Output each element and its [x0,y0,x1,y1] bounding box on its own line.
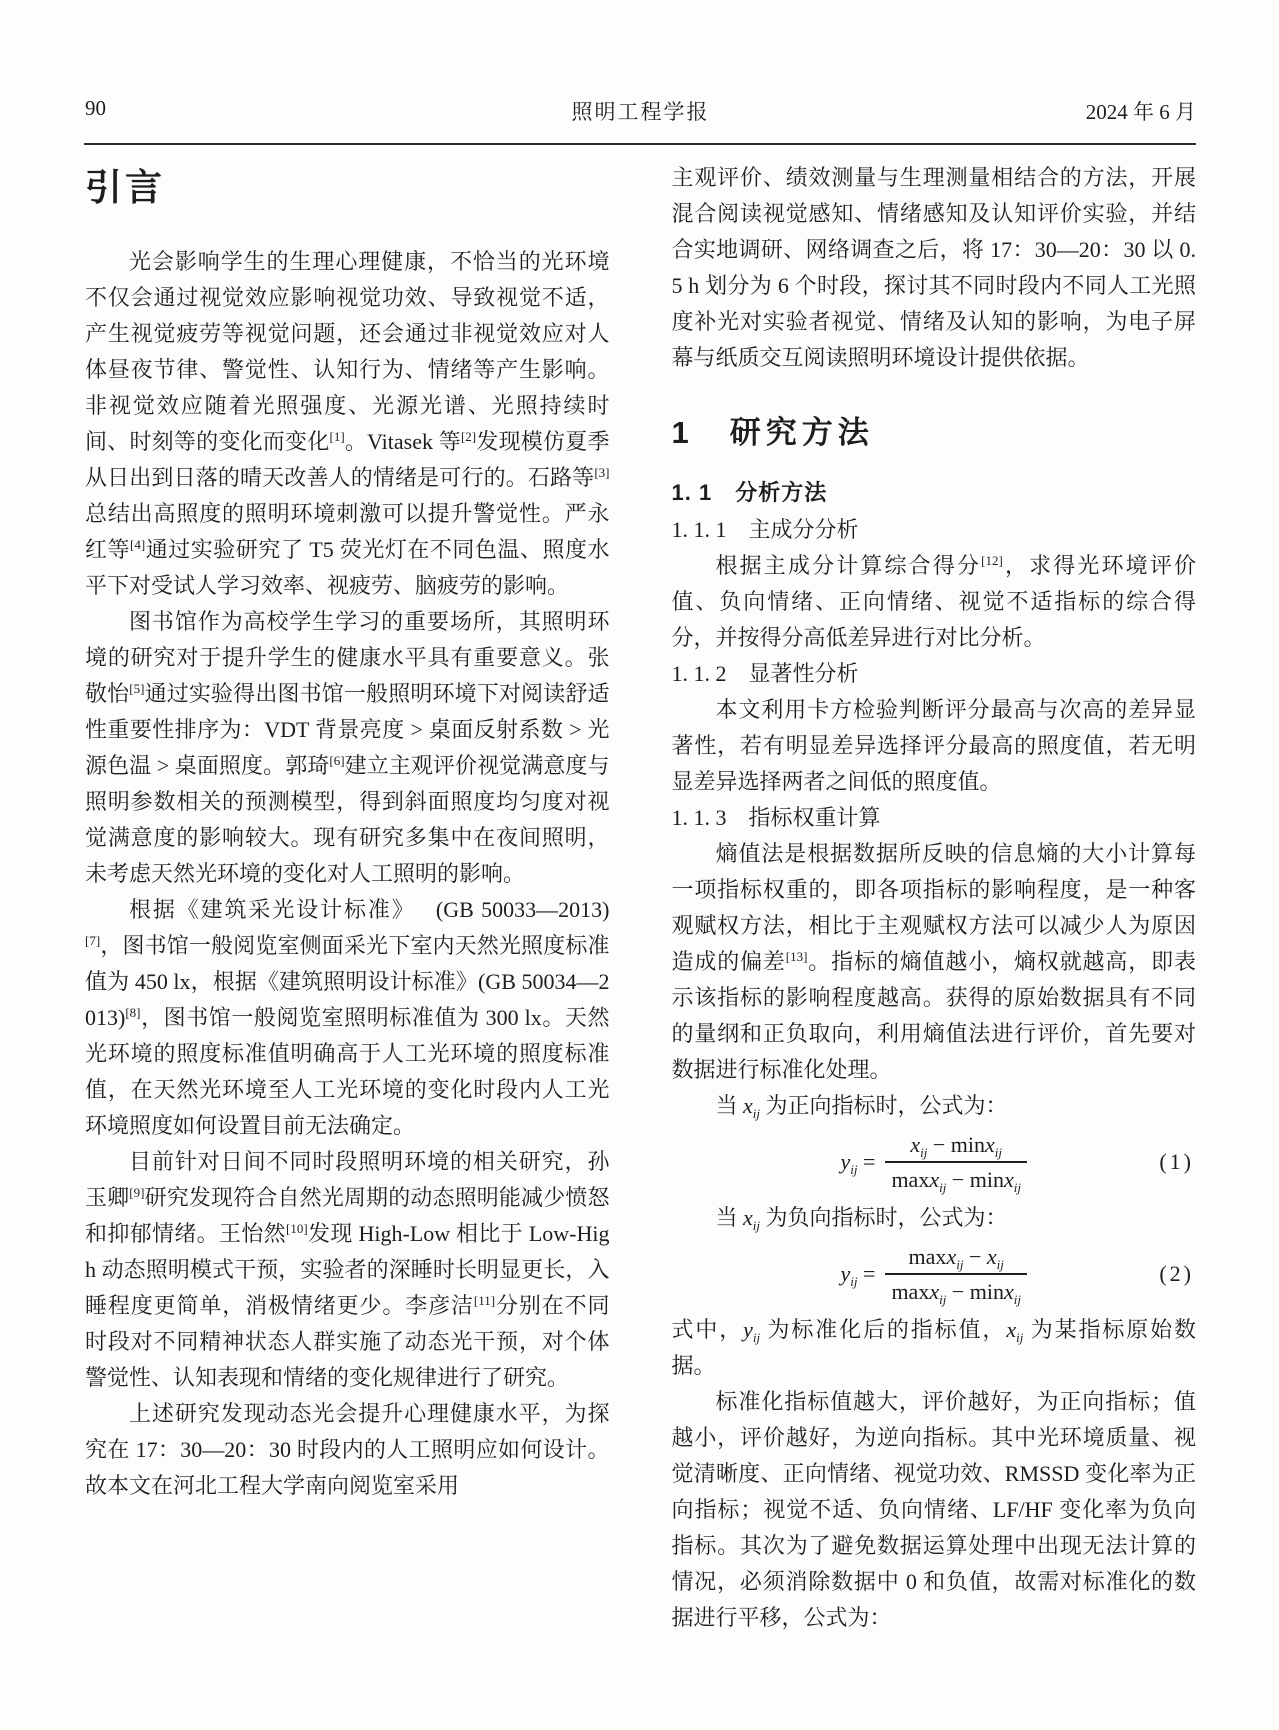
equation-2 [672,1240,1197,1308]
journal-title: 照明工程学报 [571,100,710,124]
left-column [85,160,610,1636]
paragraph: 当 $x_{ij}$ 为正向指标时，公式为： [715,1093,1008,1121]
citation-superscript: [12] [981,553,1003,568]
section-1-1-2-title: 1. 1. 2 显著性分析 [671,661,859,686]
math-variable: x [929,1167,940,1192]
two-column-body [85,160,1196,1636]
equation-lhs: $y_{ij}$ = [840,1261,876,1289]
citation-superscript: [9] [129,1185,145,1200]
subscript: ij [956,1257,964,1272]
fraction-denominator: maxx$_{ij}$ − minx$_{ij}$ [885,1161,1027,1196]
citation-superscript: [2] [460,429,477,444]
intro-title: 引言 [85,167,165,208]
subscript: ij [939,1292,947,1307]
subscript: ij [1013,1292,1021,1307]
subscript: ij [1016,1330,1024,1345]
citation-superscript: [10] [286,1221,308,1236]
math-variable: y [840,1261,851,1286]
paragraph: 主观评价、绩效测量与生理测量相结合的方法，开展混合阅读视觉感知、情绪感知及认知评价实验，并结合实地调研、网络调查之后，将 17：30—20：30 以 0.5 h 划分为 6 个时段，探讨其不同时段内不同人工光照度补光对实验者视觉、情绪及认知的影响，为电子屏幕与纸质交互阅读照明环境设计提供依据。 [671,165,1196,370]
math-variable: y [840,1149,851,1174]
header-rule [84,143,1196,145]
equation-number: (2) [1159,1261,1194,1286]
subscript: ij [1013,1180,1021,1195]
math-variable: x [1003,1279,1014,1304]
paragraph: 根据《建筑采光设计标准》 (GB 50033—2013)[7]，图书馆一般阅览室侧面采光下室内天然光照度标准值为 450 lx，根据《建筑照明设计标准》(GB 50034—2013)[8]，图书馆一般阅览室照明标准值为 300 lx。天然光环境的照度标准值明确高于人工光环境的照度标准值，在天然光环境至人工光环境的变化时段内人工光环境照度如何设置目前无法确定。 [85,897,610,1138]
math-variable: x [910,1132,921,1157]
equation-lhs: $y_{ij}$ = [840,1149,876,1177]
math-variable: x [1006,1317,1017,1342]
paragraph: 熵值法是根据数据所反映的信息熵的大小计算每一项指标权重的，即各项指标的影响程度，是一种客观赋权方法，相比于主观赋权方法可以减少人为原因造成的偏差[13]。指标的熵值越小，熵权就越高，即表示该指标的影响程度越高。获得的原始数据具有不同的量纲和正负取向，利用熵值法进行评价，首先要对数据进行标准化处理。 [671,841,1196,1082]
subscript: ij [994,1145,1003,1160]
citation-superscript: [11] [473,1293,496,1308]
page-header [85,96,1196,126]
fraction-denominator: maxx$_{ij}$ − minx$_{ij}$ [885,1273,1027,1308]
page-number: 90 [85,96,106,120]
issue-date: 2024 年 6 月 [1085,100,1196,124]
paragraph: 式中，$y_{ij}$ 为标准化后的指标值，$x_{ij}$ 为某指标原始数据。 [671,1317,1196,1378]
citation-superscript: [1] [329,429,345,444]
math-variable: x [929,1279,940,1304]
citation-superscript: [5] [129,681,145,696]
subscript: ij [752,1106,761,1121]
paragraph: 目前针对日间不同时段照明环境的相关研究，孙玉卿[9]研究发现符合自然光周期的动态照明能减少愤怒和抑郁情绪。王怡然[10]发现 High-Low 相比于 Low-High 动态照明模式干预，实验者的深睡时长明显更长，入睡程度更简单，消极情绪更少。李彦洁[11]分别在不同时段对不同精神状态人群实施了动态光干预，对个体警觉性、认知表现和情绪的变化规律进行了研究。 [85,1149,610,1390]
math-variable: y [743,1317,753,1342]
paragraph: 图书馆作为高校学生学习的重要场所，其照明环境的研究对于提升学生的健康水平具有重要意义。张敬怡[5]通过实验得出图书馆一般照明环境下对阅读舒适性重要性排序为：VDT 背景亮度 > 桌面反射系数 > 光源色温 > 桌面照度。郭琦[6]建立主观评价视觉满意度与照明参数相关的预测模型，得到斜面照度均匀度对视觉满意度的影响较大。现有研究多集中在夜间照明，未考虑天然光环境的变化对人工照明的影响。 [85,609,610,886]
subscript: ij [996,1257,1004,1272]
fraction [885,1128,1027,1196]
subscript: ij [939,1180,947,1195]
math-variable: x [743,1205,753,1230]
section-1-title: 1 研究方法 [671,415,874,450]
paragraph: 标准化指标值越大，评价越好，为正向指标；值越小，评价越好，为逆向指标。其中光环境质量、视觉清晰度、正向情绪、视觉功效、RMSSD 变化率为正向指标；视觉不适、负向情绪、LF/HF 变化率为负向指标。其次为了避免数据运算处理中出现无法计算的情况，必须消除数据中 0 和负值，故需对标准化的数据进行平移，公式为： [671,1389,1196,1630]
subscript: ij [752,1218,761,1233]
paragraph: 当 $x_{ij}$ 为负向指标时，公式为： [715,1205,1008,1233]
citation-superscript: [8] [125,1005,141,1020]
subscript: ij [850,1274,858,1289]
paragraph: 本文利用卡方检验判断评分最高与次高的差异显著性，若有明显差异选择评分最高的照度值，若无明显差异选择两者之间低的照度值。 [671,697,1196,794]
citation-superscript: [3] [594,465,610,480]
math-variable: x [986,1244,997,1269]
citation-superscript: [13] [785,949,808,964]
equation-number: (1) [1159,1149,1194,1174]
section-1-1-title: 1. 1 分析方法 [671,480,828,505]
math-variable: x [743,1093,753,1118]
subscript: ij [850,1162,858,1177]
subscript: ij [920,1145,928,1160]
paragraph: 根据主成分计算综合得分[12]，求得光环境评价值、负向情绪、正向情绪、视觉不适指标的综合得分，并按得分高低差异进行对比分析。 [671,553,1196,650]
citation-superscript: [6] [329,753,345,768]
math-variable: x [1003,1167,1014,1192]
paragraph: 上述研究发现动态光会提升心理健康水平，为探究在 17：30—20：30 时段内的人工照明应如何设计。故本文在河北工程大学南向阅览室采用 [85,1401,610,1498]
citation-superscript: [4] [130,537,146,552]
section-1-1-3-title: 1. 1. 3 指标权重计算 [671,805,881,830]
fraction-numerator: $x_{ij} - \min x_{ij}$ [910,1132,1003,1160]
fraction-numerator: $\max x_{ij} - x_{ij}$ [908,1244,1004,1272]
equation-1 [672,1128,1197,1196]
math-variable: x [946,1244,957,1269]
subscript: ij [752,1330,761,1345]
section-1-1-1-title: 1. 1. 1 主成分分析 [671,517,859,542]
citation-superscript: [7] [85,933,101,948]
right-column [672,160,1197,1636]
math-variable: x [985,1132,995,1157]
paragraph: 光会影响学生的生理心理健康，不恰当的光环境不仅会通过视觉效应影响视觉功效、导致视觉不适，产生视觉疲劳等视觉问题，还会通过非视觉效应对人体昼夜节律、警觉性、认知行为、情绪等产生影响。非视觉效应随着光照强度、光源光谱、光照持续时间、时刻等的变化而变化[1]。Vitasek 等[2]发现模仿夏季从日出到日落的晴天改善人的情绪是可行的。石路等[3]总结出高照度的照明环境刺激可以提升警觉性。严永红等[4]通过实验研究了 T5 荧光灯在不同色温、照度水平下对受试人学习效率、视疲劳、脑疲劳的影响。 [85,249,610,598]
fraction [885,1240,1027,1308]
